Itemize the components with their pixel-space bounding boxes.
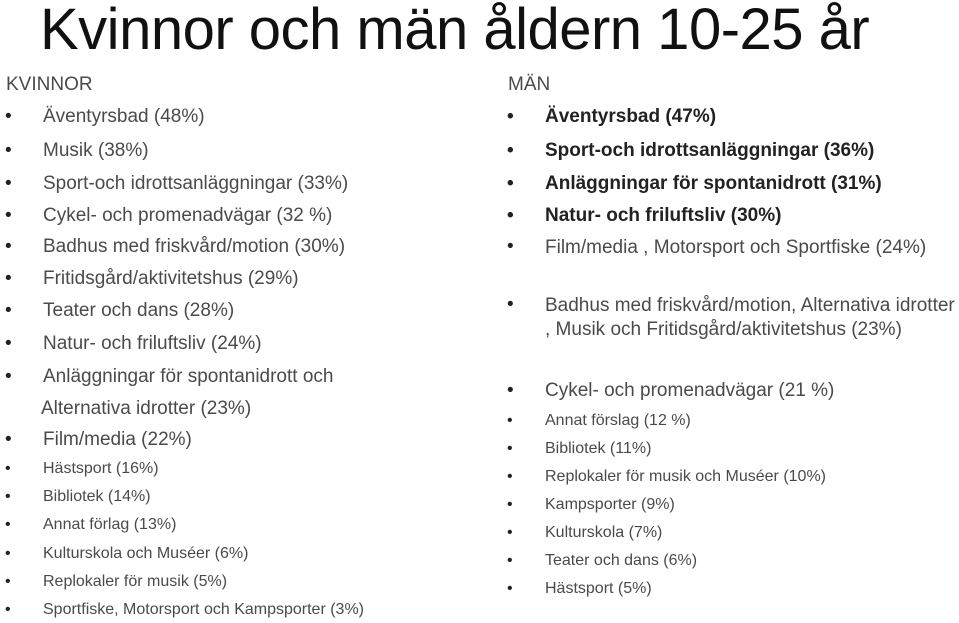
bullet-icon: • bbox=[507, 580, 513, 597]
bullet-icon: • bbox=[5, 236, 12, 257]
bullet-icon: • bbox=[5, 545, 11, 562]
bullet-icon: • bbox=[5, 573, 11, 590]
bullet-icon: • bbox=[5, 140, 12, 161]
page-title: Kvinnor och män åldern 10-25 år bbox=[40, 0, 870, 62]
women-heading: KVINNOR bbox=[6, 74, 93, 95]
bullet-icon: • bbox=[5, 460, 11, 477]
bullet-icon: • bbox=[5, 366, 12, 387]
bullet-icon: • bbox=[5, 173, 12, 194]
bullet-icon: • bbox=[507, 496, 513, 513]
bullet-icon: • bbox=[507, 380, 514, 401]
bullet-icon: • bbox=[507, 440, 513, 457]
bullet-icon: • bbox=[5, 429, 12, 450]
bullet-icon: • bbox=[5, 268, 12, 289]
bullet-icon: • bbox=[5, 488, 11, 505]
bullet-icon: • bbox=[507, 140, 514, 161]
bullet-icon: • bbox=[507, 205, 514, 226]
bullet-icon: • bbox=[507, 552, 513, 569]
bullet-icon: • bbox=[507, 236, 514, 257]
bullet-icon: • bbox=[5, 205, 12, 226]
bullet-icon: • bbox=[507, 468, 513, 485]
bullet-icon: • bbox=[5, 601, 11, 618]
bullet-icon: • bbox=[507, 294, 514, 315]
bullet-icon: • bbox=[507, 412, 513, 429]
bullet-icon: • bbox=[507, 524, 513, 541]
men-heading: MÄN bbox=[508, 74, 551, 95]
bullet-icon: • bbox=[5, 516, 11, 533]
bullet-icon: • bbox=[507, 173, 514, 194]
bullet-icon: • bbox=[507, 106, 514, 127]
bullet-icon: • bbox=[5, 333, 12, 354]
bullet-icon: • bbox=[5, 106, 12, 127]
bullet-icon: • bbox=[5, 300, 12, 321]
